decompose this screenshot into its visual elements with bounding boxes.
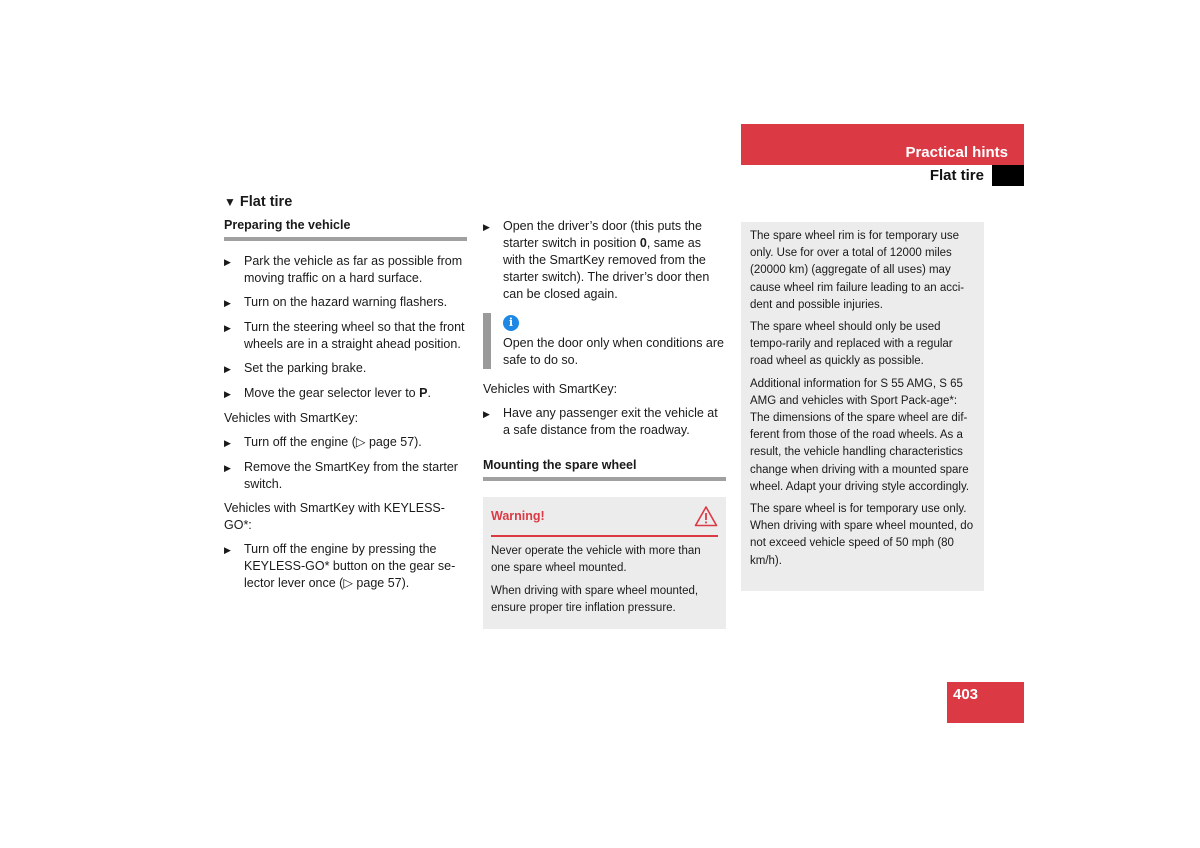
list-item: ▶ Turn on the hazard warning flashers. [224, 294, 467, 312]
page-number: 403 [947, 682, 1024, 723]
list-item: ▶ Remove the SmartKey from the starter switch. [224, 460, 458, 491]
smartkey-label: Vehicles with SmartKey: [224, 411, 359, 425]
warning-box [483, 497, 726, 629]
subsection-marker [992, 165, 1024, 186]
list-item: ▶ Turn off the engine (▷ page 57). [224, 434, 467, 452]
keyless-go-label: Vehicles with SmartKey with KEYLESS-GO*: [224, 501, 445, 532]
warning-text-2: When driving with spare wheel mounted, ensure proper tire inflation pressure. [491, 585, 699, 614]
list-item: ▶ Park the vehicle as far as possible from moving traffic on a hard surface. [224, 254, 463, 285]
arrow-bullet-icon: ▶ [224, 298, 231, 308]
note-paragraph: The dimensions of the spare wheel are dif-ferent from those of the road wheels. As a result, the vehicle handling characteristics change when driving with a mounted spare wheel. Adapt your driving style accordingly. [750, 412, 970, 493]
preparing-vehicle-heading: Preparing the vehicle [224, 217, 467, 241]
spare-wheel-notes-box [741, 222, 984, 591]
arrow-bullet-icon: ▶ [224, 463, 231, 473]
info-bar [483, 313, 491, 369]
smartkey-label: Vehicles with SmartKey: [483, 382, 618, 396]
left-column [224, 194, 467, 599]
note-paragraph: Additional information for S 55 AMG, S 65 AMG and vehicles with Sport Pack-age*: [750, 377, 963, 407]
info-icon: i [503, 315, 519, 331]
arrow-bullet-icon: ▶ [224, 364, 231, 374]
subsection-title: Flat tire [929, 167, 984, 184]
flat-tire-title: Flat tire [239, 194, 293, 210]
list-item: ▶ Have any passenger exit the vehicle at a safe distance from the roadway. [483, 406, 718, 437]
note-paragraph: The spare wheel rim is for temporary use only. Use for over a total of 12000 miles (20000 km) (aggregate of all uses) may cause wheel rim failure leading to an acci-dent and possible injuries. [750, 230, 965, 311]
info-note [483, 313, 726, 369]
arrow-bullet-icon: ▶ [483, 409, 490, 419]
list-item: ▶ Move the gear selector lever to P. [224, 385, 467, 403]
note-paragraph: The spare wheel should only be used tempo-rarily and replaced with a regular road wheel as quickly as possible. [750, 321, 953, 368]
arrow-bullet-icon: ▶ [224, 257, 231, 267]
section-title: Practical hints [905, 144, 1008, 161]
arrow-bullet-icon: ▶ [224, 545, 231, 555]
warning-text-1: Never operate the vehicle with more than one spare wheel mounted. [491, 545, 701, 574]
list-item: ▶ Open the driver’s door (this puts the starter switch in position 0, same as with the SmartKey removed from the starter switch). The driver’s door then can be closed again. [483, 219, 710, 301]
flat-tire-heading [224, 194, 467, 211]
middle-column [483, 218, 726, 629]
arrow-bullet-icon: ▶ [224, 438, 231, 448]
triangle-down-icon: ▼ [224, 195, 236, 209]
arrow-bullet-icon: ▶ [483, 222, 490, 232]
section-header-band [741, 124, 1024, 165]
arrow-bullet-icon: ▶ [224, 389, 231, 399]
note-paragraph: The spare wheel is for temporary use only. When driving with spare wheel mounted, do not exceed vehicle speed of 50 mph (80 km/h). [750, 503, 974, 567]
mounting-spare-wheel-heading: Mounting the spare wheel [483, 457, 726, 481]
warning-triangle-icon [694, 505, 718, 527]
warning-label: Warning! [491, 508, 545, 523]
arrow-bullet-icon: ▶ [224, 323, 231, 333]
list-item: ▶ Turn off the engine by pressing the KEYLESS-GO* button on the gear se-lector lever once (▷ page 57). [224, 542, 456, 590]
list-item: ▶ Turn the steering wheel so that the front wheels are in a straight ahead position. [224, 320, 465, 351]
info-text: Open the door only when conditions are safe to do so. [503, 336, 724, 367]
list-item: ▶ Set the parking brake. [224, 360, 467, 378]
